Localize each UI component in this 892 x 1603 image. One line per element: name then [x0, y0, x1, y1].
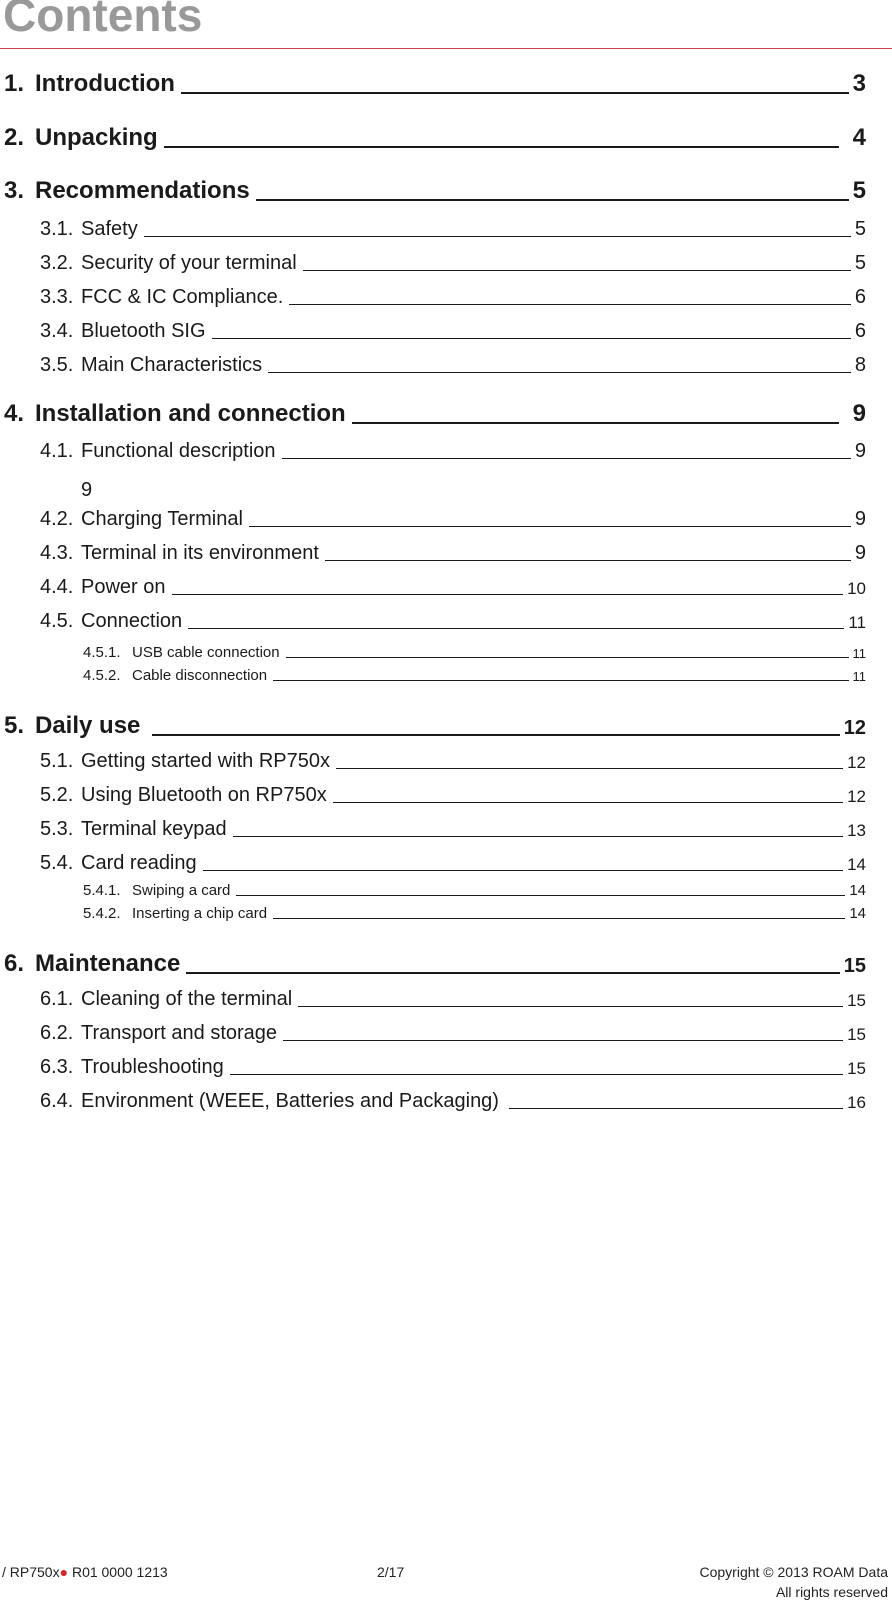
footer-doc-ref	[2, 1564, 168, 1580]
toc-leader	[303, 269, 851, 271]
toc-page: 11	[852, 669, 866, 684]
toc-number: 4.5.1.	[83, 644, 121, 661]
toc-entry-fcc-ic[interactable]	[40, 286, 866, 309]
toc-entry-inserting-chip-card[interactable]	[83, 905, 866, 922]
toc-entry-terminal-keypad[interactable]	[40, 818, 866, 841]
toc-number: 2.	[4, 124, 25, 151]
toc-title: USB cable connection	[132, 644, 280, 661]
toc-number: 3.4.	[40, 320, 74, 342]
toc-page: 5	[854, 218, 866, 240]
toc-leader	[188, 627, 844, 629]
toc-number: 4.4.	[40, 576, 74, 598]
toc-page: 11	[852, 646, 866, 661]
toc-page: 12	[843, 717, 866, 739]
toc-leader	[164, 145, 839, 148]
toc-entry-recommendations[interactable]	[4, 177, 866, 205]
toc-entry-environment[interactable]	[40, 1090, 866, 1113]
toc-leader	[333, 801, 843, 803]
toc-entry-installation[interactable]	[4, 400, 866, 428]
toc-title: Maintenance	[35, 950, 181, 977]
toc-leader	[336, 767, 843, 769]
toc-page: 12	[847, 753, 866, 772]
toc-title: Using Bluetooth on RP750x	[81, 784, 327, 806]
toc-page: 15	[843, 955, 866, 977]
toc-leader	[152, 733, 839, 736]
toc-number: 1.	[4, 70, 25, 97]
toc-number: 5.	[4, 712, 25, 739]
toc-number: 4.5.	[40, 610, 74, 632]
toc-leader	[352, 421, 839, 424]
toc-leader	[212, 337, 851, 339]
toc-title: Cable disconnection	[132, 667, 268, 684]
toc-title: Introduction	[35, 70, 175, 97]
toc-number: 3.	[4, 177, 25, 204]
toc-title: Terminal keypad	[81, 818, 227, 840]
toc-title: Getting started with RP750x	[81, 750, 331, 772]
toc-entry-safety[interactable]	[40, 218, 866, 241]
toc-title: Card reading	[81, 852, 197, 874]
toc-number: 6.	[4, 950, 25, 977]
toc-title: Safety	[81, 218, 138, 240]
toc-page: 6	[854, 320, 866, 342]
toc-number: 6.1.	[40, 988, 74, 1010]
toc-page: 5	[852, 177, 866, 204]
page-title: Contents	[3, 0, 203, 41]
toc-page: 12	[847, 787, 866, 806]
toc-page: 14	[849, 905, 866, 922]
toc-leader	[172, 593, 844, 595]
toc-entry-swiping-card[interactable]	[83, 882, 866, 899]
toc-entry-introduction[interactable]	[4, 70, 866, 98]
toc-leader	[283, 1039, 843, 1041]
toc-number: 4.1.	[40, 440, 74, 462]
toc-leader	[273, 679, 848, 681]
toc-number: 3.1.	[40, 218, 74, 240]
toc-leader	[256, 198, 849, 201]
toc-page: 3	[852, 70, 866, 97]
toc-leader	[282, 457, 851, 459]
toc-number: 4.5.2.	[83, 667, 121, 684]
toc-title: Connection	[81, 610, 183, 632]
toc-entry-bluetooth-sig[interactable]	[40, 320, 866, 343]
toc-wrapped-page: 9	[81, 479, 93, 501]
toc-entry-usb-cable[interactable]	[83, 644, 866, 661]
toc-entry-unpacking[interactable]	[4, 124, 866, 152]
toc-title: Recommendations	[35, 177, 250, 204]
toc-title: Environment (WEEE, Batteries and Packaging)	[81, 1090, 499, 1112]
toc-leader	[203, 869, 843, 871]
toc-entry-power-on[interactable]	[40, 576, 866, 599]
toc-entry-terminal-environment[interactable]	[40, 542, 866, 565]
toc-leader	[230, 1073, 843, 1075]
toc-number: 5.4.2.	[83, 905, 121, 922]
toc-leader	[249, 525, 851, 527]
red-bullet-icon: ●	[59, 1564, 69, 1580]
toc-page: 6	[854, 286, 866, 308]
toc-title: Installation and connection	[35, 400, 346, 427]
toc-number: 3.2.	[40, 252, 74, 274]
toc-page: 5	[854, 252, 866, 274]
toc-title: Terminal in its environment	[81, 542, 319, 564]
toc-page: 16	[847, 1093, 866, 1112]
toc-title: FCC & IC Compliance.	[81, 286, 284, 308]
toc-number: 4.2.	[40, 508, 74, 530]
toc-page: 15	[847, 991, 866, 1010]
toc-entry-transport-storage[interactable]	[40, 1022, 866, 1045]
toc-page: 9	[854, 440, 866, 462]
toc-page: 10	[847, 579, 866, 598]
toc-number: 6.3.	[40, 1056, 74, 1078]
footer-rights: All rights reserved	[775, 1584, 888, 1600]
toc-entry-main-characteristics[interactable]	[40, 354, 866, 377]
toc-leader	[298, 1005, 843, 1007]
title-divider	[0, 48, 892, 49]
toc-number: 4.	[4, 400, 25, 427]
toc-number: 5.1.	[40, 750, 74, 772]
toc-page: 4	[852, 124, 866, 151]
toc-entry-card-reading[interactable]	[40, 852, 866, 875]
toc-number: 5.4.1.	[83, 882, 121, 899]
toc-leader	[144, 235, 851, 237]
toc-entry-security[interactable]	[40, 252, 866, 275]
toc-title: Inserting a chip card	[132, 905, 268, 922]
toc-leader	[273, 917, 845, 919]
toc-title: Cleaning of the terminal	[81, 988, 293, 1010]
toc-number: 5.3.	[40, 818, 74, 840]
toc-title: Bluetooth SIG	[81, 320, 206, 342]
toc-page: 9	[854, 542, 866, 564]
toc-entry-connection[interactable]	[40, 610, 866, 633]
toc-page: 13	[847, 821, 866, 840]
toc-title: Charging Terminal	[81, 508, 243, 530]
toc-title: Swiping a card	[132, 882, 231, 899]
toc-page: 9	[852, 400, 866, 427]
toc-leader	[325, 559, 851, 561]
toc-number: 5.4.	[40, 852, 74, 874]
toc-entry-using-bluetooth[interactable]	[40, 784, 866, 807]
toc-page: 8	[854, 354, 866, 376]
footer-page-indicator: 2/17	[377, 1564, 405, 1580]
toc-number: 6.4.	[40, 1090, 74, 1112]
footer-doc-prefix: / RP750x	[2, 1564, 60, 1580]
toc-title: Main Characteristics	[81, 354, 263, 376]
toc-page: 15	[847, 1059, 866, 1078]
toc-number: 5.2.	[40, 784, 74, 806]
toc-entry-cleaning[interactable]	[40, 988, 866, 1011]
toc-leader	[289, 303, 851, 305]
toc-leader	[509, 1107, 843, 1109]
toc-title: Transport and storage	[81, 1022, 278, 1044]
toc-title: Daily use	[35, 712, 141, 739]
toc-number: 6.2.	[40, 1022, 74, 1044]
toc-page: 11	[848, 613, 866, 632]
toc-page: 14	[847, 855, 866, 874]
toc-title: Security of your terminal	[81, 252, 297, 274]
toc-entry-charging-terminal[interactable]	[40, 508, 866, 531]
toc-leader	[181, 91, 849, 94]
toc-entry-maintenance[interactable]	[4, 950, 866, 978]
toc-entry-getting-started[interactable]	[40, 750, 866, 773]
toc-number: 4.3.	[40, 542, 74, 564]
toc-entry-cable-disconnection[interactable]	[83, 667, 866, 684]
toc-leader	[186, 971, 839, 974]
toc-leader	[233, 835, 843, 837]
toc-leader	[236, 894, 845, 896]
toc-number: 3.3.	[40, 286, 74, 308]
toc-title: Functional description	[81, 440, 276, 462]
toc-title: Troubleshooting	[81, 1056, 224, 1078]
toc-title: Unpacking	[35, 124, 158, 151]
toc-leader	[286, 656, 849, 658]
toc-entry-troubleshooting[interactable]	[40, 1056, 866, 1079]
toc-page: 9	[854, 508, 866, 530]
toc-number: 3.5.	[40, 354, 74, 376]
footer-copyright: Copyright © 2013 ROAM Data	[699, 1564, 888, 1580]
toc-page: 15	[847, 1025, 866, 1044]
toc-entry-daily-use[interactable]	[4, 712, 866, 740]
footer-doc-suffix: R01 0000 1213	[68, 1564, 168, 1580]
toc-title: Power on	[81, 576, 166, 598]
toc-leader	[268, 371, 851, 373]
toc-entry-functional-description[interactable]	[40, 440, 866, 463]
toc-page: 14	[849, 882, 866, 899]
